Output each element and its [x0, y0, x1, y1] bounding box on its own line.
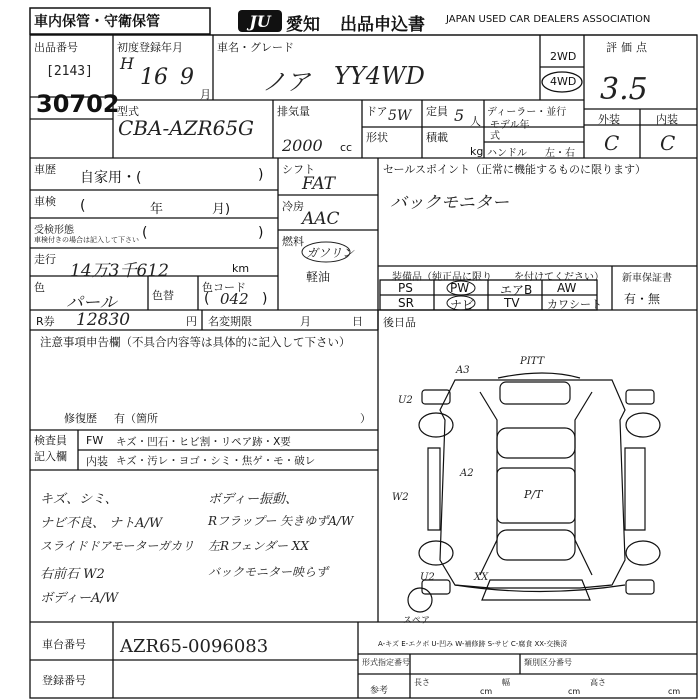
inspection-year: 年 [150, 202, 164, 217]
color-paren-close: ) [262, 291, 268, 307]
inspector-exterior-items: キズ・凹石・ヒビ割・リペア跡・X要 [116, 436, 291, 448]
displacement-unit: cc [340, 141, 353, 154]
score-label: 評価点 [606, 41, 651, 54]
registration-era: H [120, 54, 134, 73]
coupon-label: R券 [36, 315, 55, 328]
color-paren-open: ( [204, 291, 210, 307]
ju-logo [238, 10, 282, 32]
mark-a3: A3 [456, 365, 470, 376]
model-label: 型式 [117, 105, 139, 118]
score-value: 3.5 [600, 72, 648, 107]
inspector-interior-items: キズ・汚レ・ヨゴ・シミ・焦ゲ・モ・破レ [116, 455, 316, 467]
repair-label: 修復歴 [64, 412, 97, 425]
name-change-label: 名変期限 [208, 315, 252, 328]
note-left-4: 右前石 W2 [40, 567, 105, 582]
mark-u2-low: U2 [420, 572, 435, 583]
fuel-light-oil: 軽油 [306, 270, 331, 284]
score-interior-label: 内装 [656, 113, 678, 126]
lot-small: [2143] [46, 64, 93, 79]
legend-category-label: 類別区分番号 [524, 658, 572, 667]
note-left-2: ナビ不良、 ナトA/W [40, 516, 163, 531]
note-right-1: ボディー振動、 [208, 492, 298, 507]
handle-label: ハンドル [487, 148, 527, 159]
doors-label: ドア [366, 105, 388, 118]
shift-value: FAT [302, 174, 336, 194]
note-right-4: バックモニター映らず [208, 565, 329, 579]
acceptance-label: 受検形態 [34, 225, 74, 236]
mileage-unit: km [232, 262, 250, 275]
registration-month-unit: 月 [200, 88, 211, 101]
equipment-note: を付けてください） [514, 272, 604, 283]
repair-close: ） [360, 412, 371, 425]
score-exterior-label: 外装 [598, 113, 620, 126]
mileage-value: 14万3千612 [70, 261, 169, 281]
load-label: 積載 [426, 131, 448, 144]
dealer-label: ディーラー・並行 [487, 107, 567, 118]
equip-leather: カワシート [547, 298, 602, 311]
note-right-3: 左Rフェンダー XX [208, 539, 309, 553]
model-value: CBA-AZR65G [118, 116, 255, 140]
color-change-label: 色替 [152, 289, 174, 302]
lot-number: 30702 [36, 90, 120, 118]
color-code: 042 [220, 290, 249, 308]
note-left-1: キズ、シミ、 [40, 492, 118, 507]
shift-label: シフト [282, 163, 315, 176]
fuel-label: 燃料 [282, 235, 304, 248]
equip-navi: ナビ [450, 298, 475, 312]
repair-value: 有（箇所 [114, 412, 158, 425]
equip-tv: TV [504, 296, 520, 310]
association-name: JAPAN USED CAR DEALERS ASSOCIATION [446, 14, 651, 25]
warranty-options: 有・無 [624, 292, 661, 306]
equip-ps: PS [398, 281, 413, 295]
inspection-label: 車検 [34, 195, 56, 208]
fourwd-label: 4WD [550, 75, 577, 88]
chassis-label: 車台番号 [42, 638, 86, 651]
reg-number-label: 登録番号 [42, 674, 86, 687]
mark-xx: XX [474, 572, 489, 583]
legend-width-cm: cm [568, 687, 581, 696]
mark-u2-left: U2 [398, 395, 413, 406]
displacement-label: 排気量 [277, 105, 310, 118]
mark-spare: スペア [403, 616, 431, 626]
ac-label: 冷房 [282, 200, 304, 213]
displacement-value: 2000 [282, 136, 323, 155]
coupon-unit: 円 [186, 315, 197, 328]
equip-sr: SR [398, 296, 414, 310]
legend-row: A-キズ E-エクボ U-凹み W-補修跡 S-サビ C-腐食 XX-交換済 [378, 640, 568, 648]
registration-month: 9 [180, 65, 194, 90]
score-interior: C [660, 131, 676, 155]
acceptance-close: ) [258, 225, 264, 241]
capacity-value: 5 [454, 106, 465, 125]
mark-center: P/T [524, 488, 543, 501]
legend-length-cm: cm [480, 687, 493, 696]
model-year-label: モデル年式 [490, 120, 530, 142]
history-value: 自家用・( [80, 170, 142, 186]
legend-form-label: 形式指定番号 [362, 658, 410, 667]
note-left-5: ボディーA/W [40, 591, 119, 606]
logo-text: JU [249, 12, 271, 31]
mark-w2: W2 [392, 492, 409, 503]
legend-length: 長さ [414, 678, 430, 687]
equip-pw: PW [450, 281, 470, 295]
shape-label: 形状 [366, 131, 388, 144]
color-value: パール [66, 293, 117, 313]
badge-text: 車内保管・守衛保管 [34, 14, 160, 30]
inspector-exterior-prefix: FW [86, 434, 104, 447]
warranty-label: 新車保証書 [622, 273, 672, 284]
inspector-label: 検査員記入欄 [34, 434, 67, 463]
note-left-3: スライドドアモーターガカリ [40, 539, 195, 553]
equipment-label: 装備品（純正品に限り [392, 272, 492, 283]
registration-label: 初度登録年月 [117, 41, 183, 54]
coupon-value: 12830 [76, 310, 131, 330]
fuel-gasoline: ガソリン [306, 246, 355, 260]
org-name: 愛知 [286, 15, 320, 35]
mark-top: PITT [520, 356, 545, 367]
name-change-day: 日 [352, 315, 363, 328]
history-label: 車歴 [34, 163, 56, 176]
doc-title: 出品申込書 [340, 15, 425, 35]
equip-aw: AW [557, 281, 577, 295]
inspection-month: 月) [212, 202, 231, 217]
car-name-value: ノア [262, 68, 310, 96]
mileage-label: 走行 [34, 253, 56, 266]
name-change-month: 月 [300, 315, 311, 328]
acceptance-note: 車検付きの場合は記入して下さい [34, 236, 139, 244]
legend-ref: 参考 [370, 686, 389, 696]
color-code-label: 色コード [202, 281, 246, 294]
capacity-unit: 人 [470, 115, 481, 128]
legend-height-cm: cm [668, 687, 681, 696]
history-close: ) [258, 167, 264, 183]
equip-airbag: エアB [500, 283, 533, 297]
legend-height: 高さ [590, 678, 606, 687]
mark-a2: A2 [460, 468, 474, 479]
sales-point-value: バックモニター [390, 193, 509, 213]
chassis-value: AZR65-0096083 [120, 636, 269, 657]
listing-label: 出品番号 [34, 41, 78, 54]
twowd-label: 2WD [550, 50, 577, 63]
color-label: 色 [34, 281, 45, 294]
inspection-open: ( [80, 198, 86, 214]
ac-value: AAC [302, 209, 340, 229]
after-date-label: 後日品 [383, 316, 416, 329]
capacity-label: 定員 [426, 105, 448, 118]
handle-options: 左・右 [545, 148, 575, 159]
notes-label: 注意事項申告欄（不具合内容等は具体的に記入して下さい） [40, 335, 351, 349]
load-unit: kg [470, 145, 484, 158]
legend-width: 幅 [502, 678, 510, 687]
score-exterior: C [604, 131, 620, 155]
note-right-2: Rフラップー 矢きゆずA/W [208, 514, 354, 528]
registration-year: 16 [140, 65, 168, 90]
acceptance-value: ( [142, 225, 148, 241]
sales-point-label: セールスポイント（正常に機能するものに限ります） [383, 163, 647, 176]
car-grade-value: YY4WD [334, 62, 425, 90]
inspector-interior-prefix: 内装 [86, 455, 108, 468]
car-name-label: 車名・グレード [217, 41, 294, 54]
doors-value: 5W [388, 108, 412, 124]
